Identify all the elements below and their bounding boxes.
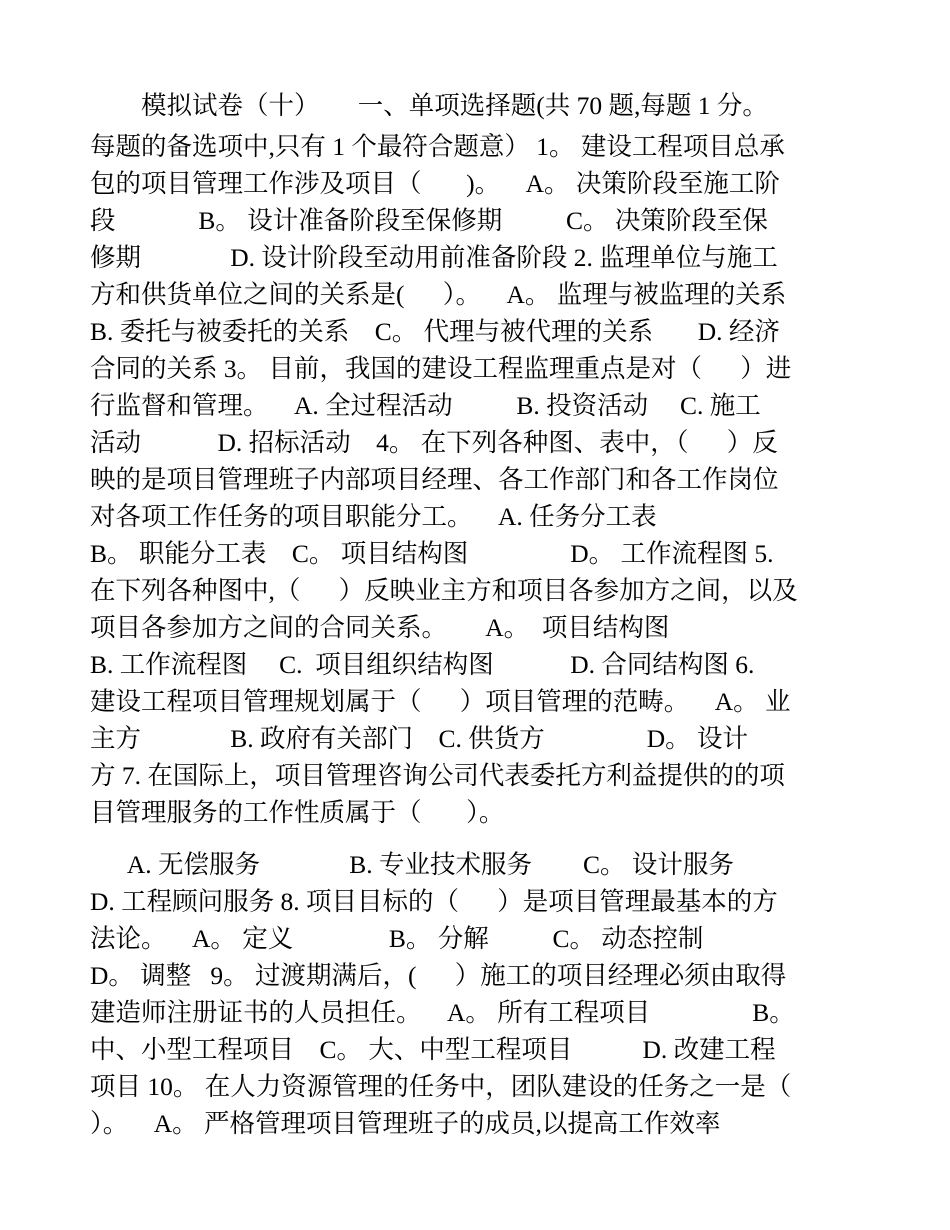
text-line: B。 职能分工表 C。 项目结构图 D。 工作流程图 5. [90,539,774,568]
text-line: 方和供货单位之间的关系是( ）。 A。 监理与被监理的关系 [90,280,787,309]
text-line: D. 工程顾问服务 8. 项目目标的（ ）是项目管理最基本的方 [90,887,778,916]
text-line: 合同的关系 3。 目前，我国的建设工程监理重点是对（ ）进 [90,354,792,383]
text-line: 项目 10。 在人力资源管理的任务中，团队建设的任务之一是（ [90,1072,792,1101]
text-line: 方 7. 在国际上，项目管理咨询公司代表委托方利益提供的的项 [90,761,785,790]
text-line: B. 工作流程图 C. 项目组织结构图 D. 合同结构图 6. [90,650,755,679]
text-line: 项目各参加方之间的合同关系。 A。 项目结构图 [90,613,670,642]
text-line: 映的是项目管理班子内部项目经理、各工作部门和各工作岗位 [90,465,779,494]
text-line: D。 调整 9。 过渡期满后，( ）施工的项目经理必须由取得 [90,961,787,990]
text-line: 中、小型工程项目 C。 大、中型工程项目 D. 改建工程 [90,1035,776,1064]
text-line: 法论。 A。 定义 B。 分解 C。 动态控制 [90,924,704,953]
text-line: 段 B。 设计准备阶段至保修期 C。 决策阶段至保 [90,206,768,235]
text-line: 活动 D. 招标活动 4。 在下列各种图、表中，（ ）反 [90,428,778,457]
text-line: 主方 B. 政府有关部门 C. 供货方 D。 设计 [90,724,749,753]
text-line: 目管理服务的工作性质属于（ ）。 [90,798,505,827]
text-line: 行监督和管理。 A. 全过程活动 B. 投资活动 C. 施工 [90,391,761,420]
text-line: ）。 A。 严格管理项目管理班子的成员,以提高工作效率 [90,1109,721,1138]
text-line: A. 无偿服务 B. 专业技术服务 C。 设计服务 [90,850,734,879]
text-line: 修期 D. 设计阶段至动用前准备阶段 2. 监理单位与施工 [90,243,778,272]
text-line: 在下列各种图中,（ ）反映业主方和项目各参加方之间，以及 [90,576,798,605]
text-line: 对各项工作任务的项目职能分工。 A. 任务分工表 [90,502,657,531]
text-line: 建造师注册证书的人员担任。 A。 所有工程项目 B。 [90,998,795,1027]
text-line: B. 委托与被委托的关系 C。 代理与被代理的关系 D. 经济 [90,317,780,346]
text-line: 模拟试卷（十） 一、单项选择题(共 70 题,每题 1 分。 [90,91,768,120]
text-line: 每题的备选项中,只有 1 个最符合题意） 1。 建设工程项目总承 [90,132,785,161]
text-line: 建设工程项目管理规划属于（ ）项目管理的范畴。 A。 业 [90,687,791,716]
text-line: 包的项目管理工作涉及项目（ )。 A。 决策阶段至施工阶 [90,169,780,198]
